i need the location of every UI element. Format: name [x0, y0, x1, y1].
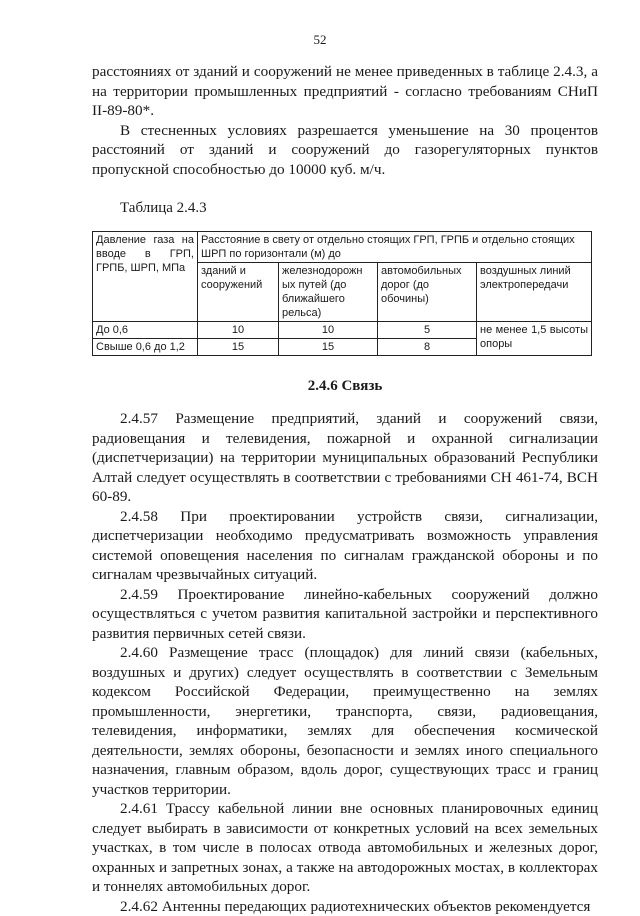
cell-roads: 8 — [378, 339, 477, 356]
document-body — [92, 62, 598, 916]
subheader-roads: автомобильных дорог (до обочины) — [378, 263, 477, 322]
subheader-buildings: зданий и сооружений — [198, 263, 279, 322]
header-distance: Расстояние в свету от отдельно стоящих ГРП, ГРПБ и отдельно стоящих ШРП по горизонтали (м) до — [198, 232, 592, 263]
distance-table — [92, 231, 592, 356]
cell-power-lines: не менее 1,5 высоты опоры — [477, 322, 592, 356]
table-row — [93, 322, 592, 339]
section-paragraph: 2.4.58 При проектировании устройств связи, сигнализации, диспетчеризации необходимо предусматривать возможность управления системой оповещения населения по сигналам гражданской обороны и по сигналам чрезвычайных ситуаций. — [92, 507, 598, 585]
section-paragraph: 2.4.61 Трассу кабельной линии вне основных планировочных единиц следует выбирать в зависимости от конкретных условий на всех земельных участках, в том числе в полосах отвода автомобильных и железных дорог, охранных и запретных зонах, а также на автодорожных мостах, в коллекторах и тоннелях автомобильных дорог. — [92, 799, 598, 897]
cell-pressure: До 0,6 — [93, 322, 198, 339]
cell-buildings: 15 — [198, 339, 279, 356]
intro-paragraph: расстояниях от зданий и сооружений не менее приведенных в таблице 2.4.3, а на территории промышленных предприятий - согласно требованиям СНиП II-89-80*. — [92, 62, 598, 121]
subheader-rail: железнодорожн ых путей (до ближайшего рельса) — [279, 263, 378, 322]
page-number: 52 — [0, 32, 640, 48]
table-header-row — [93, 232, 592, 263]
section-title: 2.4.6 Связь — [92, 378, 598, 395]
table-caption: Таблица 2.4.3 — [120, 199, 598, 218]
cell-rail: 10 — [279, 322, 378, 339]
header-pressure: Давление газа на вводе в ГРП, ГРПБ, ШРП, МПа — [93, 232, 198, 322]
cell-buildings: 10 — [198, 322, 279, 339]
cell-roads: 5 — [378, 322, 477, 339]
intro-paragraph: В стесненных условиях разрешается уменьшение на 30 процентов расстояний от зданий и сооружений до газорегуляторных пунктов пропускной способностью до 10000 куб. м/ч. — [92, 121, 598, 180]
subheader-power-lines: воздушных линий электропередачи — [477, 263, 592, 322]
cell-pressure: Свыше 0,6 до 1,2 — [93, 339, 198, 356]
section-paragraph: 2.4.57 Размещение предприятий, зданий и сооружений связи, радиовещания и телевидения, пожарной и охранной сигнализации (диспетчеризации) на территории муниципальных образований Республики Алтай следует осуществлять в соответствии с требованиями СН 461-74, ВСН 60-89. — [92, 409, 598, 507]
section-paragraph: 2.4.62 Антенны передающих радиотехнических объектов рекомендуется — [92, 897, 598, 916]
cell-rail: 15 — [279, 339, 378, 356]
section-paragraph: 2.4.59 Проектирование линейно-кабельных сооружений должно осуществляться с учетом развития капитальной застройки и перспективного развития первичных сетей связи. — [92, 585, 598, 644]
section-paragraph: 2.4.60 Размещение трасс (площадок) для линий связи (кабельных, воздушных и других) следует осуществлять в соответствии с Земельным кодексом Российской Федерации, преимущественно на землях промышленности, энергетики, транспорта, связи, радиовещания, телевидения, информатики, землях для обеспечения космической деятельности, землях обороны, безопасности и землях иного специального назначения, главным образом, вдоль дорог, существующих трасс и границ участков территории. — [92, 643, 598, 799]
